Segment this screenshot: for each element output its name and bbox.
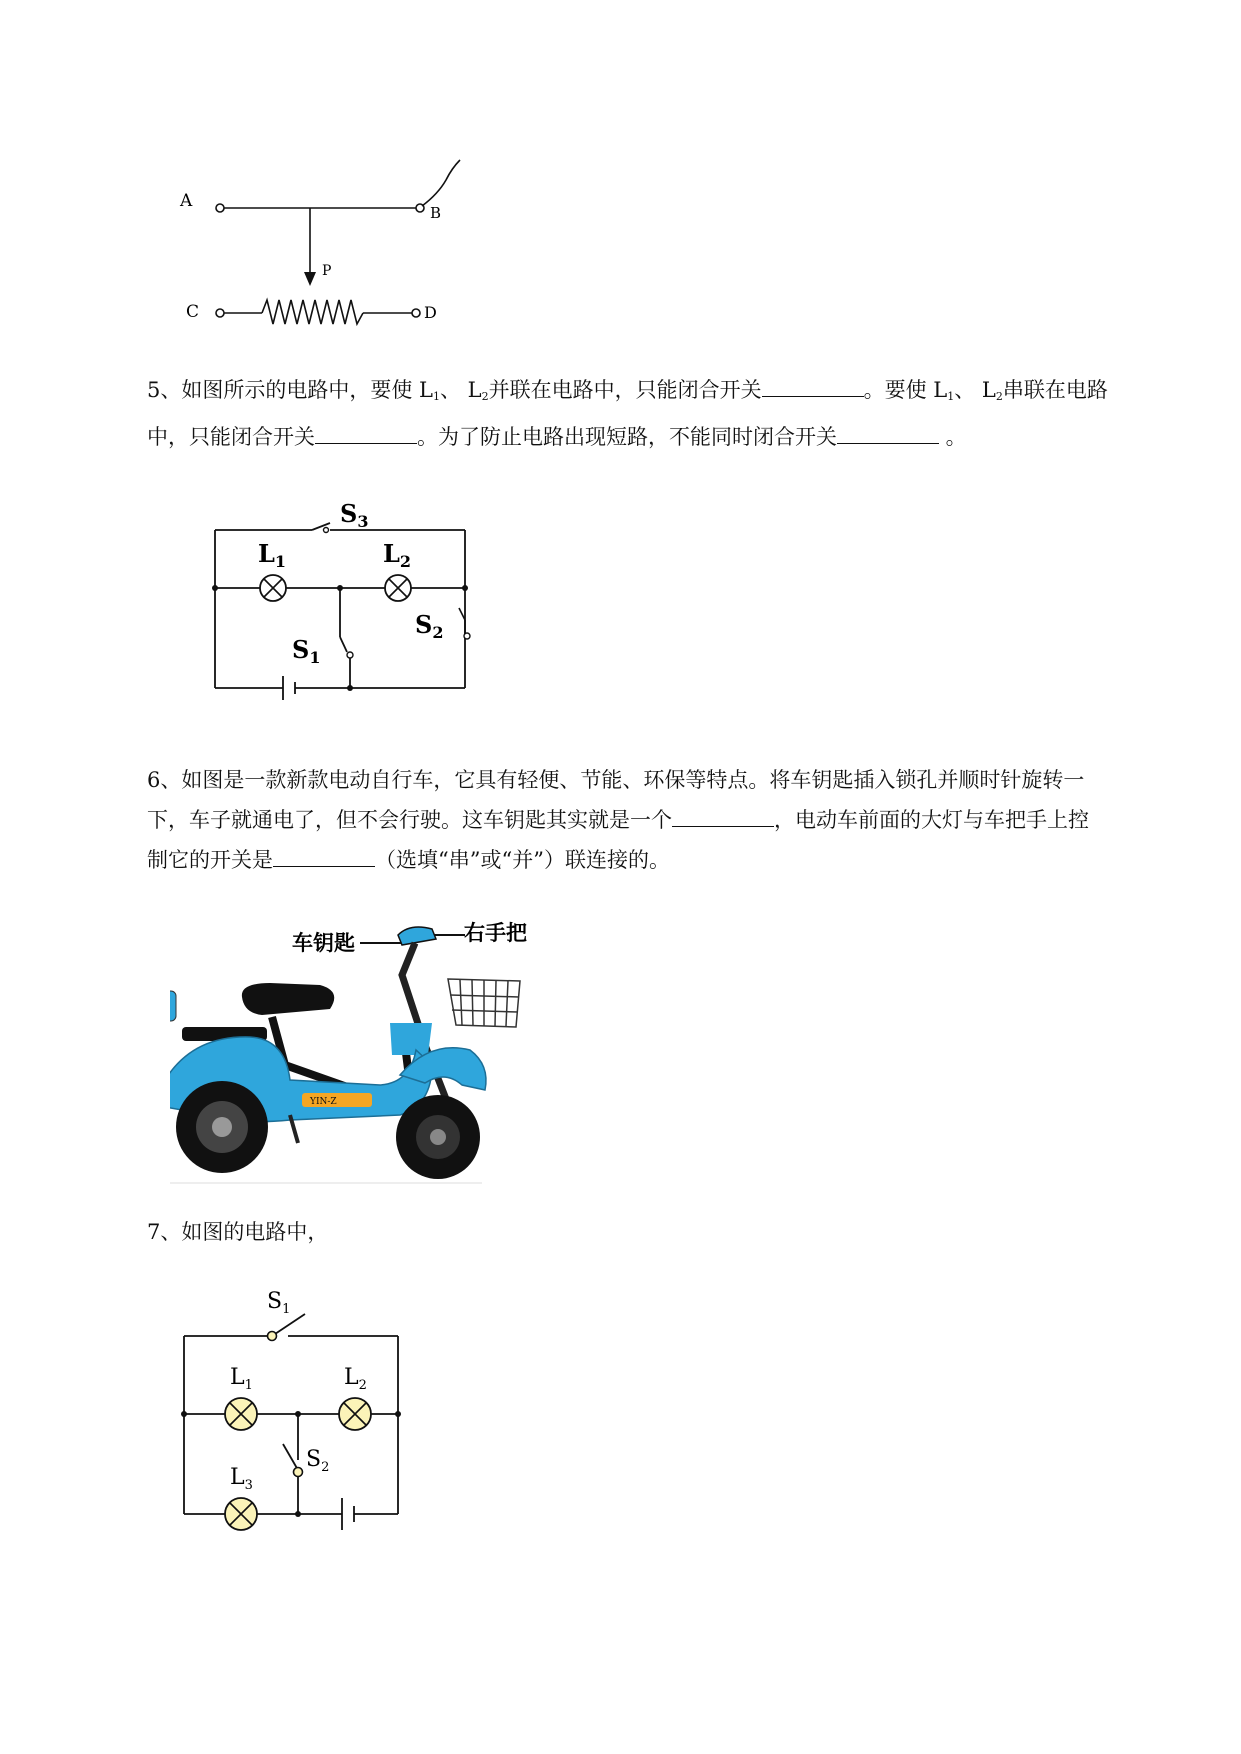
answer-blank[interactable] [837, 421, 939, 444]
lamp-l3-label: $L_3$ [230, 1465, 253, 1493]
question-text: ，电动车前面的大灯与车把手上控 [774, 808, 1089, 832]
subscript: 1 [947, 390, 955, 403]
switch-s2-label: $S_2$ [415, 610, 444, 642]
question-5-line-2 [147, 417, 1157, 457]
question-text: 如图的电路中， [181, 1220, 329, 1244]
question-text: 并联在电路中，只能闭合开关 [488, 378, 762, 402]
lamp-l1-label: $L_1$ [258, 539, 287, 571]
question-text: 。为了防止电路出现短路，不能同时闭合开关 [417, 425, 837, 449]
question-7 [147, 1212, 1157, 1252]
subscript: 2 [481, 390, 489, 403]
question-text: （选填“串”或“并”）联连接的。 [375, 848, 670, 872]
key-label: 车钥匙 [292, 931, 355, 955]
lamp-l2-label: $L_2$ [383, 539, 412, 571]
question-6-line-3 [147, 840, 1157, 880]
electric-bike-figure [170, 915, 550, 1190]
question-text: 如图所示的电路中，要使 L [181, 378, 433, 402]
rheostat-figure [170, 150, 490, 340]
switch-s2-label: $S_2$ [306, 1447, 330, 1475]
question-6 [147, 760, 1157, 880]
question-5-line-1 [147, 370, 1157, 417]
question-text: 制它的开关是 [147, 848, 273, 872]
switch-s1-label: $S_1$ [292, 635, 321, 667]
question-text: 中，只能闭合开关 [147, 425, 315, 449]
question-number: 5、 [147, 378, 182, 402]
switch-s1-label: $S_1$ [267, 1289, 291, 1317]
question-text: 。 [939, 425, 967, 449]
answer-blank[interactable] [762, 374, 864, 397]
question-6-line-2 [147, 800, 1157, 840]
circuit-figure-q7 [170, 1280, 430, 1550]
terminal-c-label: C [186, 302, 200, 322]
plate-text: YIN-Z [310, 1097, 337, 1107]
answer-blank[interactable] [273, 844, 375, 867]
question-number: 7、 [147, 1220, 182, 1244]
question-text: 。要使 L [863, 378, 948, 402]
question-6-line-1 [147, 760, 1157, 800]
terminal-b-label: B [430, 204, 442, 222]
front-basket [448, 979, 520, 1027]
lamp-l2-label: $L_2$ [344, 1365, 367, 1393]
circuit-figure-q5 [200, 500, 500, 710]
question-number: 6、 [147, 768, 182, 792]
switch-s3-label: $S_3$ [340, 500, 369, 531]
question-5 [147, 370, 1157, 457]
question-text: 、 L [954, 378, 996, 402]
subscript: 1 [433, 390, 440, 403]
lamp-l1-label: $L_1$ [230, 1365, 253, 1393]
question-text: 下，车子就通电了，但不会行驶。这车钥匙其实就是一个 [147, 808, 672, 832]
question-text: 串联在电路 [1002, 378, 1108, 402]
question-text: 如图是一款新款电动自行车，它具有轻便、节能、环保等特点。将车钥匙插入锁孔并顺时针旋转一 [181, 768, 1085, 792]
answer-blank[interactable] [315, 421, 417, 444]
subscript: 2 [995, 390, 1003, 403]
slider-p-label: P [322, 263, 332, 279]
handle-label: 右手把 [464, 921, 527, 945]
resistor-coil [262, 300, 363, 324]
terminal-d-label: D [424, 303, 437, 322]
question-text: 、 L [440, 378, 482, 402]
answer-blank[interactable] [672, 804, 774, 827]
terminal-a-label: A [180, 191, 193, 211]
